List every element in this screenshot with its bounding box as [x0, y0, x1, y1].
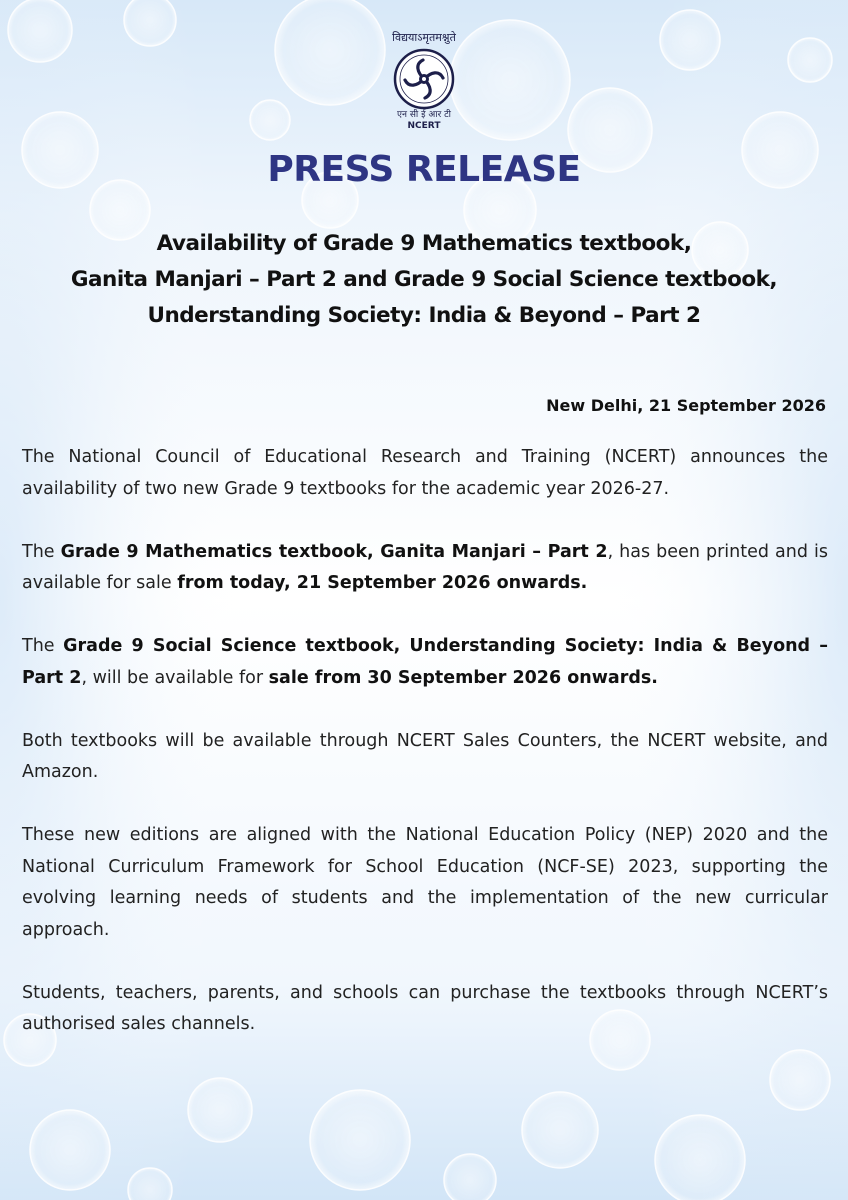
paragraph-intro: The National Council of Educational Research and Training (NCERT) announces the availability of two new Grade 9 textbooks for the academic year 2026-27. — [22, 447, 828, 499]
release-body — [22, 442, 828, 1041]
bold-segment: sale from 30 September 2026 onwards. — [268, 667, 658, 688]
text-segment: , will be available for — [81, 667, 269, 688]
text-segment: , has been printed and is available for sale — [22, 541, 828, 593]
paragraph-purchase: Students, teachers, parents, and schools can purchase the textbooks through NCERT’s authorised sales channels. — [22, 982, 828, 1034]
headline-line-1: Availability of Grade 9 Mathematics textbook, — [156, 231, 692, 256]
dateline: New Delhi, 21 September 2026 — [546, 396, 826, 415]
logo-org-hindi: एन सी ई आर टी — [397, 110, 451, 120]
bold-segment: Grade 9 Mathematics textbook, Ganita Manjari – Part 2 — [60, 541, 608, 562]
headline-line-3: Understanding Society: India & Beyond – Part 2 — [147, 303, 701, 328]
paragraph-policy-alignment: These new editions are aligned with the National Education Policy (NEP) 2020 and the National Curriculum Framework for School Education (NCF-SE) 2023, supporting the evolving learning needs of students and the implementation of the new curricular approach. — [22, 825, 828, 940]
ncert-logo — [374, 30, 474, 132]
press-release-title: PRESS RELEASE — [267, 149, 581, 190]
text-segment: The — [22, 636, 64, 656]
paragraph-mathematics — [22, 537, 828, 600]
ncert-emblem-icon — [393, 48, 455, 110]
bold-segment: from today, 21 September 2026 onwards. — [177, 573, 588, 593]
bold-segment: Grade 9 Social Science textbook, Understanding Society: India & Beyond – Part 2 — [22, 636, 828, 688]
logo-org-english: NCERT — [407, 121, 441, 131]
paragraph-social-science — [22, 631, 828, 694]
headline-line-2: Ganita Manjari – Part 2 and Grade 9 Social Science textbook, — [70, 267, 778, 292]
headline — [10, 226, 838, 334]
logo-motto: विद्ययाऽमृतमश्नुते — [392, 31, 456, 44]
paragraph-availability-channels: Both textbooks will be available through NCERT Sales Counters, the NCERT website, and Amazon. — [22, 730, 828, 782]
text-segment: The — [22, 541, 61, 562]
